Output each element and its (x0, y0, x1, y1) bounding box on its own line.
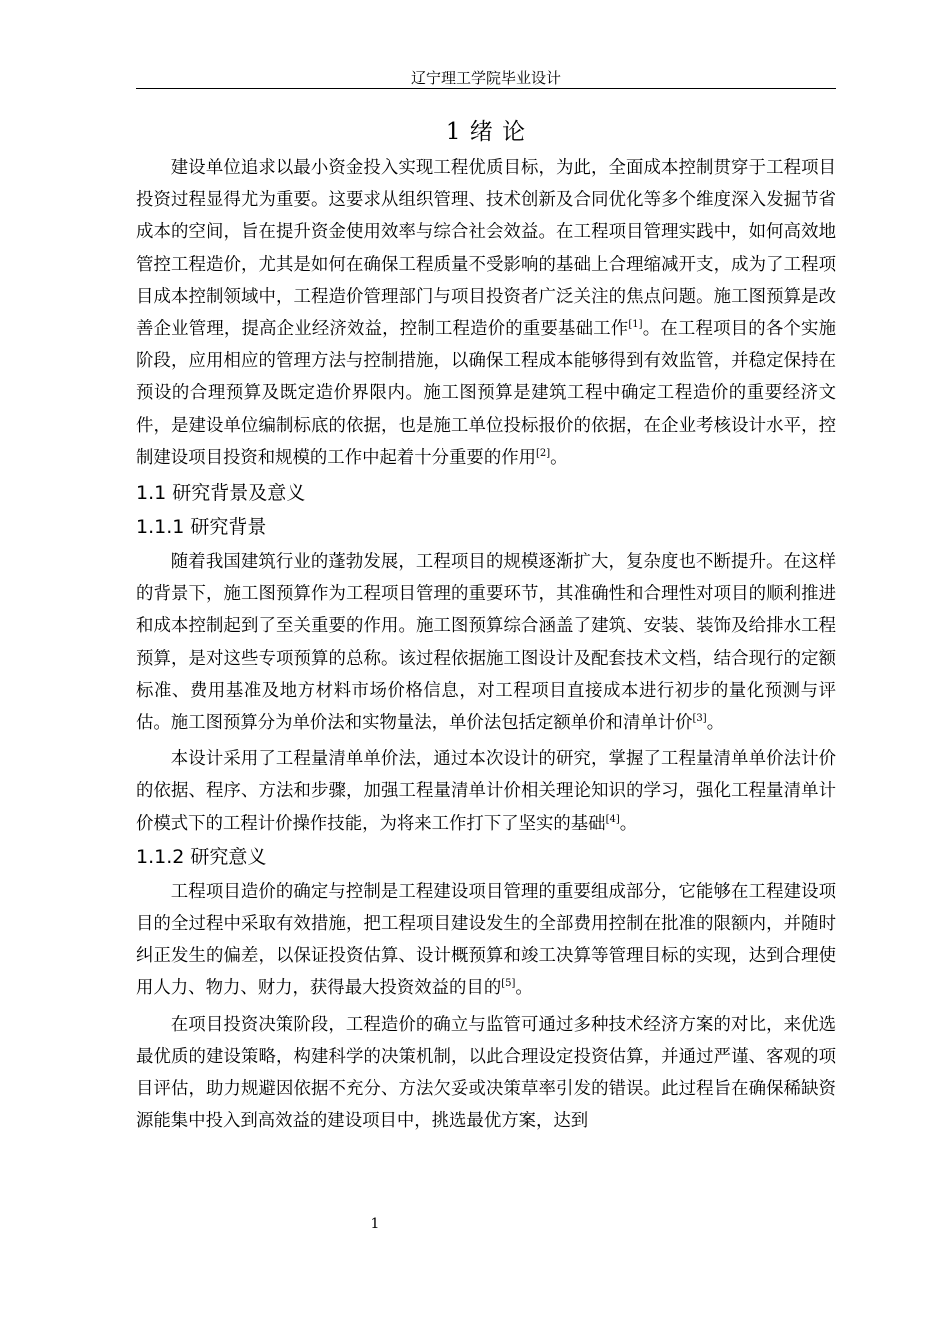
section-heading-1-1: 1.1 研究背景及意义 (136, 482, 306, 505)
background-paragraph-1 (136, 546, 836, 739)
chapter-title: 1 绪 论 (445, 119, 527, 145)
page-header: 辽宁理工学院毕业设计 (410, 69, 561, 87)
significance-end-1: 。 (515, 978, 533, 999)
citation-3: [3] (692, 713, 707, 725)
header-rule (136, 88, 836, 89)
page-number: 1 (370, 1216, 380, 1232)
citation-1: [1] (628, 319, 643, 331)
background-text-1: 随着我国建筑行业的蓬勃发展，工程项目的规模逐渐扩大，复杂度也不断提升。在这样的背景下，施工图预算作为工程项目管理的重要环节，其准确性和合理性对项目的顺利推进和成本控制起到了至关重要的作用。施工图预算综合涵盖了建筑、安装、装饰及给排水工程预算，是对这些专项预算的总称。该过程依据施工图设计及配套技术文档，结合现行的定额标准、费用基准及地方材料市场价格信息，对工程项目直接成本进行初步的量化预测与评估。施工图预算分为单价法和实物量法，单价法包括定额单价和清单计价 (136, 552, 836, 734)
significance-text-1: 工程项目造价的确定与控制是工程建设项目管理的重要组成部分，它能够在工程建设项目的全过程中采取有效措施，把工程项目建设发生的全部费用控制在批准的限额内，并随时纠正发生的偏差，以保证投资估算、设计概预算和竣工决算等管理目标的实现，达到合理使用人力、物力、财力，获得最大投资效益的目的 (136, 881, 836, 999)
background-text-2: 本设计采用了工程量清单单价法，通过本次设计的研究，掌握了工程量清单单价法计价的依据、程序、方法和步骤，加强工程量清单计价相关理论知识的学习，强化工程量清单计价模式下的工程计价操作技能，为将来工作打下了坚实的基础 (136, 749, 836, 834)
section-heading-1-1-2: 1.1.2 研究意义 (136, 845, 267, 868)
intro-text-a: 建设单位追求以最小资金投入实现工程优质目标，为此，全面成本控制贯穿于工程项目投资过程显得尤为重要。这要求从组织管理、技术创新及合同优化等多个维度深入发掘节省成本的空间，旨在提升资金使用效率与综合社会效益。在工程项目管理实践中，如何高效地管控工程造价，尤其是如何在确保工程质量不受影响的基础上合理缩减开支，成为了工程项目成本控制领域中，工程造价管理部门与项目投资者广泛关注的焦点问题。施工图预算是改善企业管理，提高企业经济效益，控制工程造价的重要基础工作 (136, 158, 836, 340)
section-heading-1-1-1: 1.1.1 研究背景 (136, 516, 267, 539)
intro-text-c: 。 (550, 447, 568, 468)
citation-5: [5] (501, 978, 516, 990)
background-paragraph-2 (136, 743, 836, 840)
intro-text-b: 。在工程项目的各个实施阶段，应用相应的管理方法与控制措施，以确保工程成本能够得到有效监管，并稳定保持在预设的合理预算及既定造价界限内。施工图预算是建筑工程中确定工程造价的重要经济文件，是建设单位编制标底的依据，也是施工单位投标报价的依据，在企业考核设计水平，控制建设项目投资和规模的工作中起着十分重要的作用 (136, 319, 836, 468)
document-body (136, 112, 836, 1137)
significance-text-2: 在项目投资决策阶段，工程造价的确立与监管可通过多种技术经济方案的对比，来优选最优质的建设策略，构建科学的决策机制，以此合理设定投资估算，并通过严谨、客观的项目评估，助力规避因依据不充分、方法欠妥或决策草率引发的错误。此过程旨在确保稀缺资源能集中投入到高效益的建设项目中，挑选最优方案，达到 (136, 1014, 836, 1132)
significance-paragraph-1 (136, 876, 836, 1005)
citation-2: [2] (536, 448, 551, 460)
citation-4: [4] (605, 813, 620, 825)
intro-paragraph (136, 152, 836, 474)
significance-paragraph-2 (136, 1009, 836, 1138)
background-end-2: 。 (619, 813, 638, 834)
background-end-1: 。 (706, 713, 725, 734)
